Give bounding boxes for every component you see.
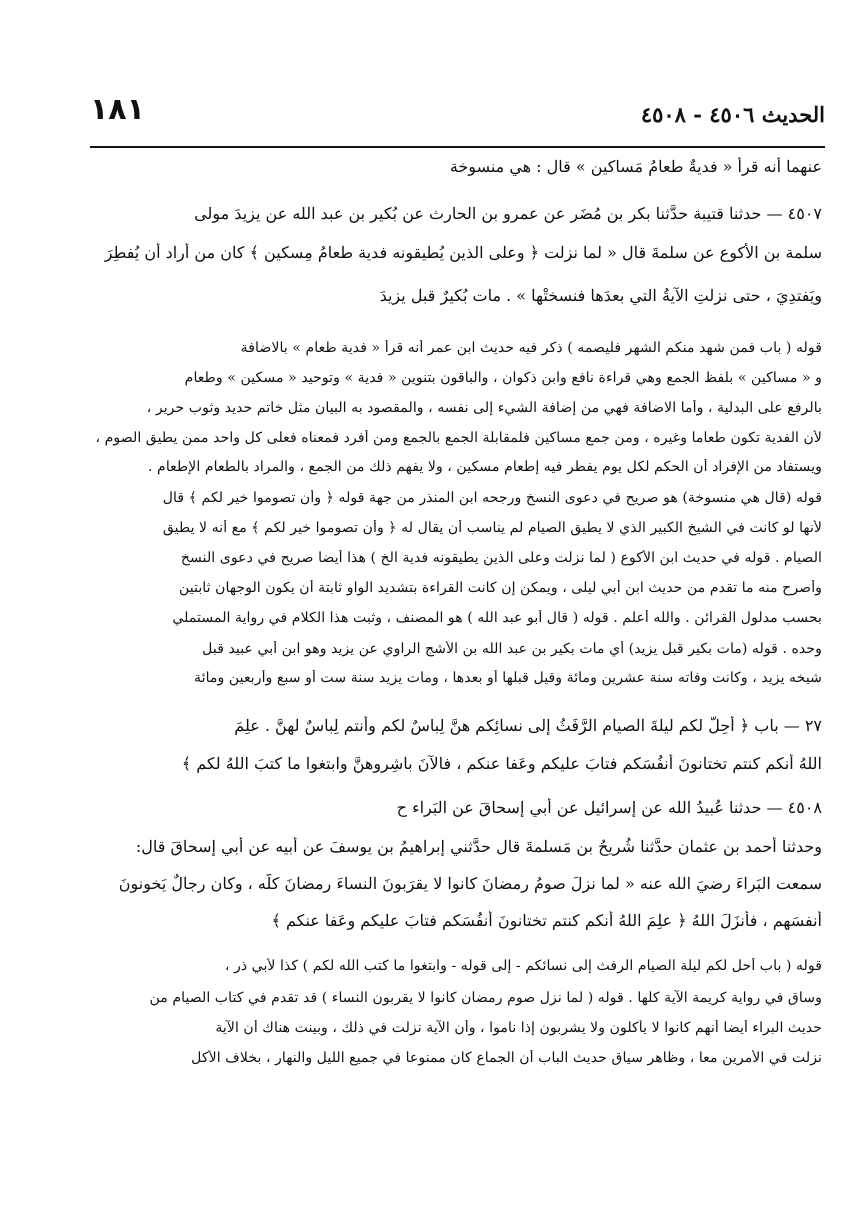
commentary-line [80,610,822,626]
commentary-line [80,400,822,416]
line-text: ويستفاد من الإفراد أن الحكم لكل يوم يفطر فيه إطعام مسكين ، ولا يفهم ذلك من الجمع ، والمراد بالطعام الإطعام . [148,459,822,475]
hadith-text-line [80,243,822,262]
line-text: شيخه يزيد ، وكانت وفاته سنة عشرين ومائة وقيل قبلها أو بعدها ، ومات يزيد سنة ست أو سبع وأربعين ومائة [194,670,822,686]
page-header [90,92,825,148]
line-text: و « مساكين » بلفظ الجمع وهي قراءة نافع وابن ذكوان ، والباقون بتنوين « فدية » وتوحيد « مسكين » وطعام [184,370,822,386]
line-text: قوله (قال هي منسوخة) هو صريح في دعوى النسخ ورجحه ابن المنذر من جهة قوله ﴿ وأن تصوموا خير لكم ﴾ قال [162,490,822,506]
hadith-range: الحديث ٤٥٠٦ - ٤٥٠٨ [640,102,825,127]
commentary-line [80,641,822,657]
line-text: حديث البراء أيضا أنهم كانوا لا يأكلون ولا يشربون إذا ناموا ، وأن الآية نزلت في ذلك ، وبينت هناك أن الآية [215,1020,822,1036]
line-text: ٤٥٠٧ — حدثنا قتيبة حدَّثنا بكر بن مُضَر عن عمرو بن الحارث عن بُكير بن عبد الله عن يزيدَ مولى [194,204,822,223]
commentary-line [80,670,822,686]
commentary-line [80,1050,822,1066]
commentary-line [80,520,822,536]
commentary-line [80,958,822,974]
header-rule [90,146,825,148]
line-text: بالرفع على البدلية ، وأما الاضافة فهي من إضافة الشيء إلى نفسه ، والمقصود به البيان مثل خاتم حديد وثوب حرير ، [146,400,822,416]
commentary-line [80,490,822,506]
line-text: ٢٧ — باب ﴿ أُحِلَّ لكم ليلةَ الصيام الرَّفَثُ إلى نسائِكم هنَّ لِباسٌ لكم وأنتم لِباسٌ لهنَّ . علِمَ [234,716,822,735]
line-text: قوله ( باب أحل لكم ليلة الصيام الرفث إلى نسائكم - إلى قوله - وابتغوا ما كتب الله لكم ) كذا لأبي ذر ، [224,958,822,974]
commentary-line [80,550,822,566]
line-text: أنفسَهم ، فأنزَلَ اللهُ ﴿ علِمَ اللهُ أنكم كنتم تختانونَ أنفُسَكم فتابَ عليكم وعَفا عنكم ﴾ [271,911,822,930]
line-text: قوله ( باب فمن شهد منكم الشهر فليصمه ) ذكر فيه حديث ابن عمر أنه قرأ « فدية طعام » بالاضافة [240,340,822,356]
commentary-line [80,340,822,356]
line-text: الصيام . قوله في حديث ابن الأكوع ( لما نزلت وعلى الذين يطيقونه فدية الخ ) هذا أيضا صريح في دعوى النسخ [180,550,822,566]
hadith-text-line [80,157,822,176]
line-text: نزلت في الأمرين معا ، وظاهر سياق حديث الباب أن الجماع كان ممنوعا في جميع الليل والنهار ، بخلاف الأكل [191,1050,822,1066]
line-text: اللهُ أنكم كنتم تختانونَ أنفُسَكم فتابَ عليكم وعَفا عنكم ، فالآنَ باشِروهنَّ وابتغوا ما كتبَ اللهُ لكم ﴾ [181,754,822,773]
line-text: وساق في رواية كريمة الآية كلها . قوله ( لما نزل صوم رمضان كانوا لا يقربون النساء ) قد تقدم في كتاب الصيام من [149,990,822,1006]
line-text: سلمة بن الأكوع عن سلمةَ قال « لما نزلت ﴿ وعلى الذين يُطيقونه فدية طعامُ مِسكين ﴾ كان من أراد أن يُفطِرَ [104,243,822,262]
hadith-text-line [80,874,822,893]
commentary-line [80,1020,822,1036]
hadith-text-line [80,754,822,773]
line-text: بحسب مدلول القرائن . والله أعلم . قوله ( قال أبو عبد الله ) هو المصنف ، وثبت هذا الكلام في رواية المستملي [172,610,822,626]
commentary-line [80,990,822,1006]
hadith-text-line [80,716,822,735]
commentary-line [80,580,822,596]
page-number: ١٨١ [90,92,145,127]
hadith-text-line [80,911,822,930]
hadith-text-line [80,204,822,223]
commentary-line [80,459,822,475]
line-text: لأنها لو كانت في الشيخ الكبير الذي لا يطيق الصيام لم يناسب أن يقال له ﴿ وأن تصوموا خير لكم ﴾ مع أنه لا يطيق [162,520,822,536]
hadith-text-line [80,286,822,305]
line-text: عنهما أنه قرأ « فديةٌ طعامُ مَساكين » قال : هي منسوخة [449,157,822,176]
line-text: لأن الفدية تكون طعاما وغيره ، ومن جمع مساكين فلمقابلة الجمع بالجمع ومن أفرد فمعناه فعلى كل واحد ممن يطيق الصوم ، [95,430,822,446]
commentary-line [80,430,822,446]
line-text: وأصرح منه ما تقدم من حديث ابن أبي ليلى ، ويمكن إن كانت القراءة بتشديد الواو ثابتة أن يكون الوجهان ثابتين [178,580,822,596]
line-text: وحدثنا أحمد بن عثمان حدَّثنا شُريحُ بن مَسلمةَ قال حدَّثني إبراهيمُ بن يوسفَ عن أبيه عن أبي إسحاقَ قال: [135,837,822,856]
commentary-line [80,370,822,386]
line-text: سمعت البَراءَ رضيَ الله عنه « لما نزلَ صومُ رمضانَ كانوا لا يقرَبونَ النساءَ رمضانَ كلَّه ، وكان رجالٌ يَخونونَ [118,874,822,893]
line-text: ٤٥٠٨ — حدثنا عُبيدُ الله عن إسرائيل عن أبي إسحاقَ عن البَراء ح [396,798,822,817]
hadith-text-line [80,798,822,817]
line-text: وحده . قوله (مات بكير قبل يزيد) أي مات بكير بن عبد الله بن الأشج الراوي عن يزيد وهو ابن أبي عبيد قبل [202,641,822,657]
line-text: ويَفتدِيَ ، حتى نزلتِ الآيةُ التي بعدَها فنسختْها » . مات بُكيرٌ قبل يزيدَ [379,286,822,305]
hadith-text-line [80,837,822,856]
